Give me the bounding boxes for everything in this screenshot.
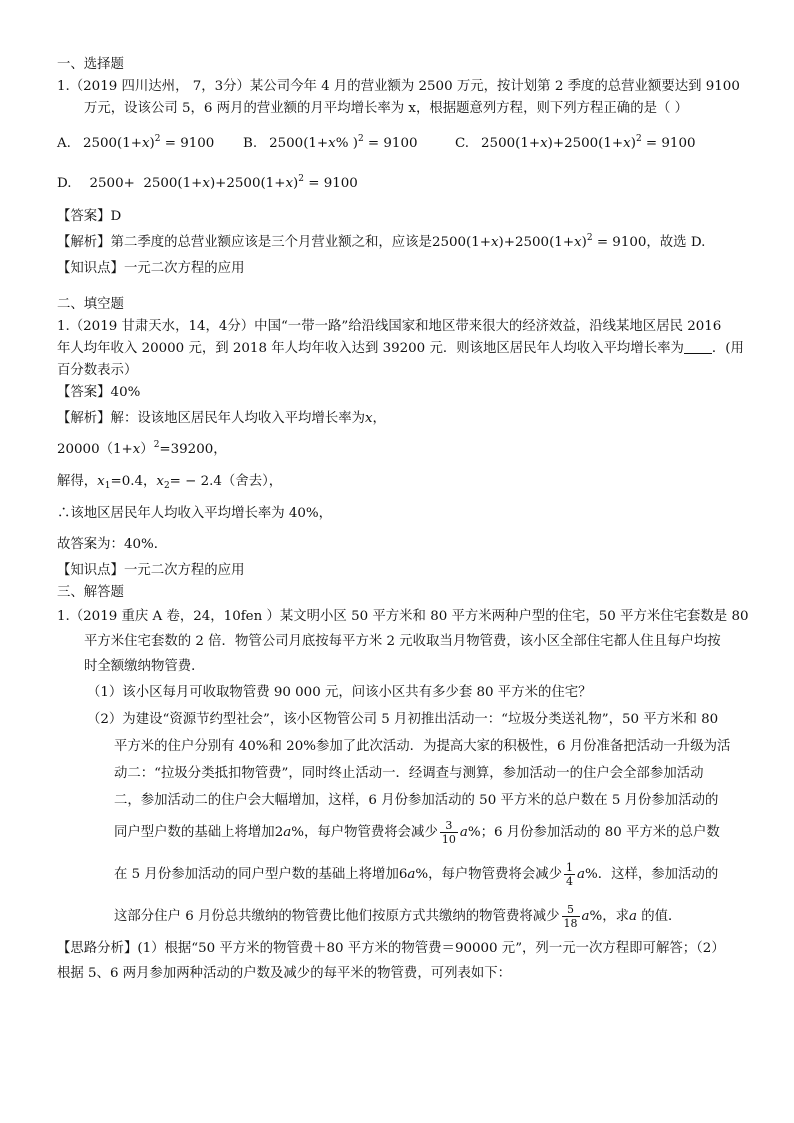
option-d[interactable]: D. $2500+ 2500(1+x)+2500(1+x)^2 = 9100$ — [57, 173, 358, 191]
sa-idea-line-2: 根据 5、6 两月参加两种活动的户数及减少的每平米的物管费，可列表如下： — [57, 966, 512, 981]
fb-solution: 解得，$x_1=0.4$，$x_2= - 2.4$（舍去）， — [57, 474, 283, 491]
sa-part-2-line-7: 这部分住户 6 月份总共缴纳的物管费比他们按原方式共缴纳的物管费将减少 $\frac{5}{18}$ a%，求a 的值． — [114, 903, 682, 930]
mc-answer: 【答案】D — [57, 209, 122, 224]
sa-part-2-line-2: 平方米的住户分别有 40%和 20%参加了此次活动．为提高大家的积极性，6 月份准备把活动一升级为活 — [114, 739, 731, 754]
mc-knowledge-point: 【知识点】一元二次方程的应用 — [57, 261, 245, 276]
sa-part-2-line-6: 在 5 月份参加活动的同户型户数的基础上将增加6a%，每户物管费将会减少 $\frac{1}{4}$ a%．这样，参加活动的 — [114, 861, 719, 888]
mc-options-row — [57, 126, 741, 160]
sa-question-line-2: 平方米住宅套数的 2 倍．物管公司月底按每平方米 2 元收取当月物管费，该小区全部住宅都人住且每户均按 — [84, 634, 721, 649]
section-title-fill-blank: 二、填空题 — [57, 297, 124, 312]
fb-question-line-3: 百分数表示） — [57, 363, 138, 378]
fb-final-answer: 故答案为：40%． — [57, 537, 168, 552]
fb-answer: 【答案】40% — [57, 385, 141, 400]
fb-question-line-2: 年人均年收入 20000 元，到 2018 年人均年收入达到 39200 元．则该地区居民年人均收入平均增长率为 ．(用 — [57, 341, 744, 356]
sa-idea-line-1: 【思路分析】(1）根据“50 平方米的物管费＋80 平方米的物管费＝90000 元”，列一元一次方程即可解答；（2） — [57, 941, 725, 956]
fb-question-line-1: 1.（2019 甘肃天水，14，4分）中国“一带一路”给沿线国家和地区带来很大的经济效益，沿线某地区居民 2016 — [57, 319, 722, 334]
answer-blank — [684, 339, 712, 354]
option-b[interactable]: B. 2500(1+x% )$^2$ = 9100 — [243, 133, 418, 151]
worksheet-page — [57, 54, 749, 986]
sa-question-line-3: 时全额缴纳物管费． — [84, 659, 205, 674]
fb-knowledge-point: 【知识点】一元二次方程的应用 — [57, 563, 245, 578]
mc-question-line-2: 万元，设该公司 5，6 两月的营业额的月平均增长率为 x，根据题意列方程，则下列方程正确的是（ ） — [84, 101, 689, 116]
fraction-5-18: $\frac{5}{18}$ — [563, 903, 578, 930]
option-c[interactable]: C. $2500(1+x)+2500(1+x)^2 = 9100$ — [455, 133, 696, 151]
sa-part-2-line-4: 二，参加活动二的住户会大幅增加，这样，6 月份参加活动的 50 平方米的总户数在 5 月份参加活动的 — [114, 793, 719, 808]
sa-part-2-line-1: （2）为建设“资源节约型社会”，该小区物管公司 5 月初推出活动一：“垃圾分类送礼物”，50 平方米和 80 — [87, 712, 719, 727]
option-a[interactable]: A. $2500(1+x)^2 = 9100$ — [57, 133, 215, 151]
mc-analysis: 【解析】第二季度的总营业额应该是三个月营业额之和，应该是$2500(1+x)+2500(1+x)^2 = 9100$，故选 D. — [57, 233, 706, 250]
fraction-1-4: $\frac{1}{4}$ — [566, 861, 573, 888]
fb-analysis-line-1: 【解析】解：设该地区居民年人均收入平均增长率为x， — [57, 411, 386, 426]
section-title-multiple-choice: 一、选择题 — [57, 57, 124, 72]
section-title-solution: 三、解答题 — [57, 585, 124, 600]
mc-question-line-1: 1.（2019 四川达州， 7，3分）某公司今年 4 月的营业额为 2500 万元，按计划第 2 季度的总营业额要达到 9100 — [57, 79, 740, 94]
fb-equation: $20000(1+x)^2=39200$， — [57, 440, 227, 457]
fb-therefore: ∴该地区居民年人均收入平均增长率为 40%， — [57, 506, 333, 521]
sa-part-2-line-5: 同户型户数的基础上将增加2a%，每户物管费将会减少 $\frac{3}{10}$ a%；6 月份参加活动的 80 平方米的总户数 — [114, 819, 720, 846]
fraction-3-10: $\frac{3}{10}$ — [441, 819, 456, 846]
sa-part-2-line-3: 动二：“拉圾分类抵扣物管费”，同时终止活动一．经调查与测算，参加活动一的住户会全部参加活动 — [114, 766, 704, 781]
mc-option-d-row — [57, 166, 741, 200]
sa-part-1: （1）该小区每月可收取物管费 90 000 元，问该小区共有多少套 80 平方米的住宅？ — [87, 685, 592, 700]
sa-question-line-1: 1.（2019 重庆 A 卷，24，10fen ）某文明小区 50 平方米和 80 平方米两种户型的住宅，50 平方米住宅套数是 80 — [57, 609, 749, 624]
